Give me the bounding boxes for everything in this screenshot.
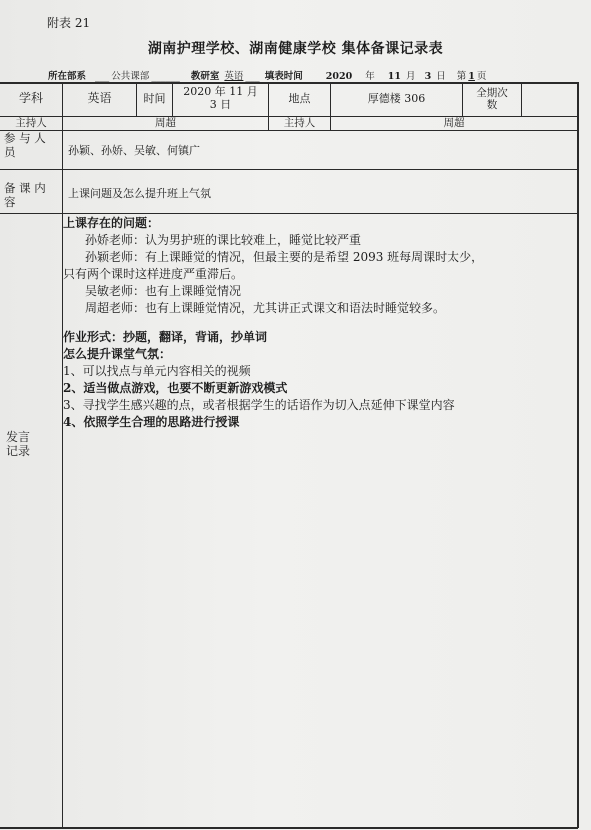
table-border-right <box>577 82 579 828</box>
month-value: 11 <box>387 71 401 82</box>
content-label <box>4 182 60 210</box>
form-meta: 所在部系 ___ 公共课部 ______ 教研室 英语 ___ 填表时间 2020 年 11 月 3 日 第 1 页 <box>48 71 487 82</box>
subject-value: 英语 <box>87 91 112 106</box>
form-title: 湖南护理学校、湖南健康学校 集体备课记录表 <box>147 41 444 57</box>
table-row-divider <box>0 169 578 170</box>
fill-time-label: 填表时间 <box>264 71 303 82</box>
record-line: 周超老师：也有上课睡觉情况，尤其讲正式课文和语法时睡觉较多。 <box>85 301 446 315</box>
participants-value: 孙颖、孙娇、吴敏、何镇广 <box>68 144 200 157</box>
participants-label-line2: 员 <box>4 144 16 159</box>
table-border-bottom <box>0 827 578 829</box>
record-line: 孙颖老师：有上课睡觉的情况，但最主要的是希望 2093 班每周课时太少， <box>85 250 484 264</box>
page-suffix: 页 <box>476 71 487 82</box>
term-count-label-line2: 数 <box>486 99 498 111</box>
dept-label: 所在部系 <box>48 71 87 82</box>
time-label: 时间 <box>143 91 166 105</box>
table-row-divider <box>0 213 578 214</box>
subject-label: 学科 <box>18 91 43 106</box>
dept-value: 公共课部 <box>111 71 150 82</box>
record-line: 只有两个课时这样进度严重滞后。 <box>63 267 244 281</box>
place-value: 厚德楼 306 <box>367 91 426 105</box>
page-number: 1 <box>468 71 475 82</box>
homework-line: 作业形式：抄题，翻译，背诵，抄单词 <box>63 330 268 344</box>
day-value: 3 <box>424 71 432 82</box>
year-label: 年 <box>365 71 375 82</box>
record-label <box>6 430 56 459</box>
term-count-label-line1: 全期次 <box>476 86 508 99</box>
term-count-value <box>522 82 577 116</box>
content-value: 上课问题及怎么提升班上气氛 <box>68 187 211 200</box>
time-value-line2: 3 日 <box>209 98 232 111</box>
record-label-line1: 发言 <box>6 430 31 444</box>
host2-label: 主持人 <box>283 116 316 129</box>
record-table <box>0 82 578 828</box>
step-item: 3、寻找学生感兴趣的点，或者根据学生的话语作为切入点延伸下课堂内容 <box>63 398 455 412</box>
participants-label-line1: 参 与 人 <box>4 131 46 145</box>
problems-title: 上课存在的问题： <box>63 216 160 230</box>
time-value <box>173 82 268 116</box>
record-body <box>63 215 483 431</box>
table-col-divider <box>62 82 63 828</box>
participants-label <box>4 132 60 160</box>
host-label: 主持人 <box>15 116 47 129</box>
office-label: 教研室 <box>190 71 220 82</box>
year-value: 2020 <box>325 71 353 82</box>
day-label: 日 <box>436 71 446 82</box>
content-label-line1: 备 课 内 <box>4 181 46 195</box>
appendix-number: 附表 21 <box>47 16 91 30</box>
host-value: 周超 <box>155 116 176 129</box>
step-item: 2、适当做点游戏，也要不断更新游戏模式 <box>63 381 288 395</box>
step-item: 1、可以找点与单元内容相关的视频 <box>63 364 251 378</box>
term-count-label <box>463 82 521 116</box>
record-line: 孙娇老师：认为男护班的课比较难上，睡觉比较严重 <box>85 233 362 247</box>
host2-value: 周超 <box>443 116 465 129</box>
atmosphere-title: 怎么提升课堂气氛： <box>63 347 172 361</box>
page-prefix: 第 <box>456 71 467 82</box>
content-label-line2: 容 <box>4 194 16 209</box>
table-row-divider <box>0 130 578 131</box>
step-item: 4、依照学生合理的思路进行授课 <box>63 415 240 429</box>
time-value-line1: 2020 年 11 月 <box>183 85 258 99</box>
month-label: 月 <box>406 71 416 82</box>
office-value: 英语 <box>224 71 244 82</box>
place-label: 地点 <box>288 91 311 105</box>
record-line: 吴敏老师：也有上课睡觉情况 <box>85 284 242 298</box>
record-label-line2: 记录 <box>6 444 31 459</box>
